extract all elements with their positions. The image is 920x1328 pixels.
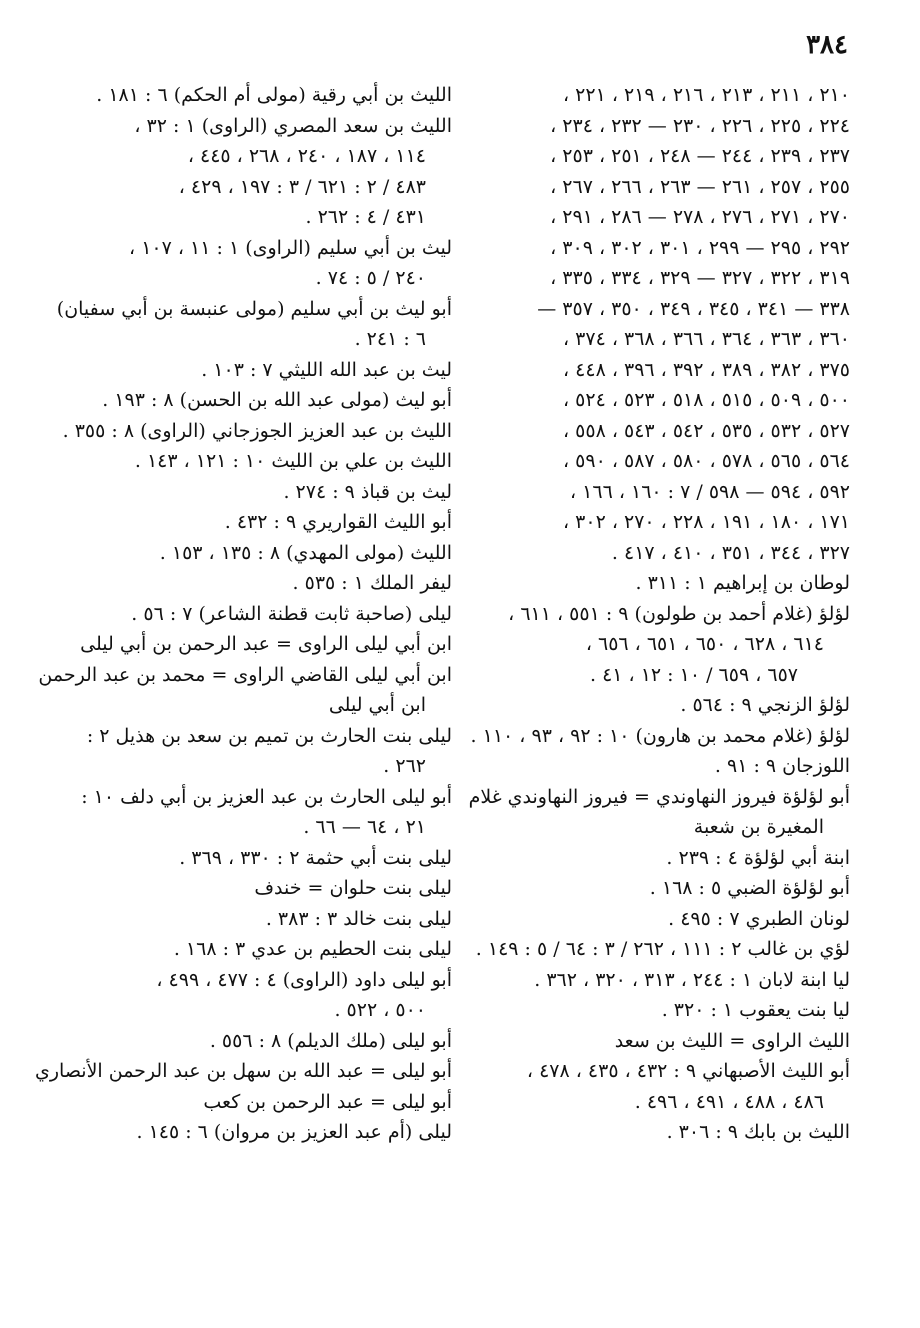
index-entry: أبو الليث الأصبهاني ٩ : ٤٣٢ ، ٤٣٥ ، ٤٧٨ ،	[526, 1060, 850, 1082]
index-entry: ٥٢٧ ، ٥٣٢ ، ٥٣٥ ، ٥٤٢ ، ٥٤٣ ، ٥٥٨ ،	[562, 419, 850, 442]
index-entry: أبو الليث القواريري ٩ : ٤٣٢ .	[224, 511, 452, 533]
index-entry-continuation: ٤٨٣ / ٢ : ٦٢١ / ٣ : ١٩٧ ، ٤٢٩ ،	[178, 175, 426, 198]
index-entry-continuation: ٦ : ٢٤١ .	[354, 328, 426, 350]
page-number: ٣٨٤	[806, 30, 848, 60]
index-entry: ٣٢٧ ، ٣٤٤ ، ٣٥١ ، ٤١٠ ، ٤١٧ .	[611, 541, 850, 564]
index-entry-continuation: ٤٨٦ ، ٤٨٨ ، ٤٩١ ، ٤٩٦ .	[634, 1090, 824, 1113]
index-entry: لوطان بن إبراهيم ١ : ٣١١ .	[635, 572, 850, 594]
index-entry: ليلى (أم عبد العزيز بن مروان) ٦ : ١٤٥ .	[136, 1121, 452, 1143]
index-entry: أبو ليث بن أبي سليم (مولى عنبسة بن أبي سفيان)	[56, 297, 452, 320]
index-entry: ليلى بنت حلوان = خندف	[254, 877, 452, 899]
index-entry: ٣٦٠ ، ٣٦٣ ، ٣٦٤ ، ٣٦٦ ، ٣٦٨ ، ٣٧٤ ،	[562, 328, 850, 350]
index-entry: ليلى بنت أبي حثمة ٢ : ٣٣٠ ، ٣٦٩ .	[179, 846, 452, 869]
index-entry: أبو ليلى = عبد الرحمن بن كعب	[203, 1090, 452, 1113]
index-entry: أبو ليلى داود (الراوى) ٤ : ٤٧٧ ، ٤٩٩ ،	[156, 968, 452, 991]
index-entry: لونان الطبري ٧ : ٤٩٥ .	[668, 907, 850, 930]
index-entry: لؤلؤ (غلام أحمد بن طولون) ٩ : ٥٥١ ، ٦١١ ،	[508, 602, 850, 625]
index-entry-continuation: المغيرة بن شعبة	[693, 816, 824, 838]
index-entry: أبو ليث (مولى عبد الله بن الحسن) ٨ : ١٩٣ .	[102, 389, 452, 411]
index-entry: أبو ليلى (ملك الديلم) ٨ : ٥٥٦ .	[209, 1029, 452, 1052]
index-entry: الليث بن علي بن الليث ١٠ : ١٢١ ، ١٤٣ .	[134, 450, 452, 472]
index-entry-continuation: ٢١ ، ٦٤ — ٦٦ .	[303, 816, 426, 838]
index-entry: ٥٩٢ ، ٥٩٤ — ٥٩٨ / ٧ : ١٦٠ ، ١٦٦ ،	[569, 480, 850, 503]
index-entry: ٣١٩ ، ٣٢٢ ، ٣٢٧ — ٣٢٩ ، ٣٣٤ ، ٣٣٥ ،	[550, 267, 850, 289]
index-entry: ابن أبي ليلى الراوى = عبد الرحمن بن أبي ليلى	[80, 633, 452, 655]
index-entry: ٣٣٨ — ٣٤١ ، ٣٤٥ ، ٣٤٩ ، ٣٥٠ ، ٣٥٧ —	[537, 297, 850, 320]
index-entry: ٥٠٠ ، ٥٠٩ ، ٥١٥ ، ٥١٨ ، ٥٢٣ ، ٥٢٤ ،	[562, 389, 850, 411]
index-entry: ليا بنت يعقوب ١ : ٣٢٠ .	[661, 999, 850, 1021]
index-entry-continuation: ٦١٤ ، ٦٢٨ ، ٦٥٠ ، ٦٥١ ، ٦٥٦ ،	[585, 633, 824, 655]
index-entry: اللوزجان ٩ : ٩١ .	[714, 755, 850, 777]
index-entry: ليث بن أبي سليم (الراوى) ١ : ١١ ، ١٠٧ ،	[129, 236, 452, 259]
index-entry: الليث (مولى المهدي) ٨ : ١٣٥ ، ١٥٣ .	[159, 541, 452, 564]
index-entry: الليث بن عبد العزيز الجوزجاني (الراوى) ٨ : ٣٥٥ .	[62, 419, 452, 442]
index-entry-continuation: ٥٠٠ ، ٥٢٢ .	[334, 999, 426, 1021]
index-entry-continuation: ٤٣١ / ٤ : ٢٦٢ .	[305, 206, 426, 228]
index-entry-continuation: ابن أبي ليلى	[328, 694, 426, 716]
index-entry: ليلى بنت الحطيم بن عدي ٣ : ١٦٨ .	[173, 938, 452, 960]
index-column-right	[468, 80, 850, 1148]
index-entry: ٢٥٥ ، ٢٥٧ ، ٢٦١ — ٢٦٣ ، ٢٦٦ ، ٢٦٧ ،	[550, 175, 850, 198]
index-entry: ٢٣٧ ، ٢٣٩ ، ٢٤٤ — ٢٤٨ ، ٢٥١ ، ٢٥٣ ،	[550, 145, 850, 167]
index-entry: لؤلؤ الزنجي ٩ : ٥٦٤ .	[680, 694, 850, 716]
index-entry-continuation: ٢٦٢ .	[383, 755, 426, 777]
index-entry: لؤي بن غالب ٢ : ١١١ ، ٢٦٢ / ٣ : ٦٤ / ٥ : ١٤٩ .	[475, 938, 850, 960]
index-entry: ليفر الملك ١ : ٥٣٥ .	[292, 572, 452, 594]
index-entry: ٣٧٥ ، ٣٨٢ ، ٣٨٩ ، ٣٩٢ ، ٣٩٦ ، ٤٤٨ ،	[562, 358, 850, 381]
index-entry: ليث بن عبد الله الليثي ٧ : ١٠٣ .	[201, 358, 452, 381]
index-entry: ابن أبي ليلى القاضي الراوى = محمد بن عبد الرحمن	[38, 663, 452, 686]
index-entry-continuation: ٦٥٧ ، ٦٥٩ / ١٠ : ١٢ ، ٤١ .	[589, 663, 798, 686]
index-entry: ٢١٠ ، ٢١١ ، ٢١٣ ، ٢١٦ ، ٢١٩ ، ٢٢١ ،	[562, 84, 850, 106]
index-entry: ٢٢٤ ، ٢٢٥ ، ٢٢٦ ، ٢٣٠ — ٢٣٢ ، ٢٣٤ ،	[550, 114, 850, 137]
index-entry: لؤلؤ (غلام محمد بن هارون) ١٠ : ٩٢ ، ٩٣ ، ١١٠ .	[470, 724, 850, 747]
index-entry: ليلى بنت الحارث بن تميم بن سعد بن هذيل ٢ :	[86, 724, 452, 747]
index-entry: الليث بن أبي رقية (مولى أم الحكم) ٦ : ١٨١ .	[96, 84, 452, 106]
index-entry: الليث الراوى = الليث بن سعد	[614, 1029, 850, 1052]
index-entry: ٥٦٤ ، ٥٦٥ ، ٥٧٨ ، ٥٨٠ ، ٥٨٧ ، ٥٩٠ ،	[562, 450, 850, 472]
index-entry: أبو لؤلؤة فيروز النهاوندي = فيروز النهاوندي غلام	[468, 785, 850, 808]
index-entry-continuation: ١١٤ ، ١٨٧ ، ٢٤٠ ، ٢٦٨ ، ٤٤٥ ،	[187, 145, 426, 167]
index-entry: أبو ليلى الحارث بن عبد العزيز بن أبي دلف ١٠ :	[81, 785, 452, 808]
index-entry: ليا ابنة لابان ١ : ٢٤٤ ، ٣١٣ ، ٣٢٠ ، ٣٦٢ .	[534, 968, 850, 991]
index-entry-continuation: ٢٤٠ / ٥ : ٧٤ .	[315, 267, 426, 289]
index-entry: ليلى بنت خالد ٣ : ٣٨٣ .	[265, 907, 452, 930]
index-entry: ليلى (صاحبة ثابت قطنة الشاعر) ٧ : ٥٦ .	[131, 602, 452, 625]
index-entry: الليث بن بابك ٩ : ٣٠٦ .	[666, 1121, 850, 1143]
index-entry: ابنة أبي لؤلؤة ٤ : ٢٣٩ .	[666, 846, 850, 869]
index-column-left	[34, 80, 452, 1148]
index-entry: ١٧١ ، ١٨٠ ، ١٩١ ، ٢٢٨ ، ٢٧٠ ، ٣٠٢ ،	[562, 511, 850, 533]
index-entry: ٢٧٠ ، ٢٧١ ، ٢٧٦ ، ٢٧٨ — ٢٨٦ ، ٢٩١ ،	[550, 206, 850, 228]
index-entry: الليث بن سعد المصري (الراوى) ١ : ٣٢ ،	[134, 114, 452, 137]
index-entry: أبو لؤلؤة الضبي ٥ : ١٦٨ .	[649, 877, 850, 899]
index-entry: أبو ليلى = عبد الله بن سهل بن عبد الرحمن الأنصاري	[34, 1060, 452, 1082]
index-entry: ٢٩٢ ، ٢٩٥ — ٢٩٩ ، ٣٠١ ، ٣٠٢ ، ٣٠٩ ،	[550, 236, 850, 259]
index-entry: ليث بن قباذ ٩ : ٢٧٤ .	[283, 480, 452, 503]
